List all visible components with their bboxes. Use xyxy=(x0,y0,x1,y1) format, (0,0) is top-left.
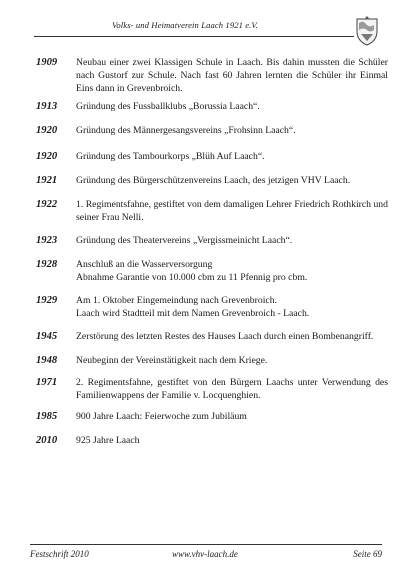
footer-page-number: Seite 69 xyxy=(353,549,382,559)
entry-text: Gründung des Theatervereins „Vergissmeinicht Laach“. xyxy=(76,235,293,246)
entry-year: 1948 xyxy=(36,355,58,366)
coat-of-arms-icon xyxy=(350,14,384,48)
page-footer xyxy=(30,540,382,570)
page-header xyxy=(30,14,390,54)
entry-text: 1. Regimentsfahne, gestiftet von dem damaligen Lehrer Friedrich Rothkirch und seiner Frau Nelli. xyxy=(76,199,388,223)
header-title: Volks- und Heimatverein Laach 1921 e.V. xyxy=(112,20,258,30)
entry-year: 1921 xyxy=(36,175,58,186)
entry-year: 1929 xyxy=(36,295,58,306)
entry-text: Neubeginn der Vereinstätigkeit nach dem Kriege. xyxy=(76,355,268,366)
entry-text: Gründung des Fussballklubs „Borussia Laach“. xyxy=(76,101,260,112)
entry-year: 1909 xyxy=(36,57,58,68)
entry-year: 1971 xyxy=(36,377,58,388)
entry-text: 2. Regimentsfahne, gestiftet von den Bürgern Laachs unter Verwendung des Familienwappens der Familie v. Locquenghien. xyxy=(76,377,388,401)
entry-text: Gründung des Tambourkorps „Blüh Auf Laach“. xyxy=(76,151,265,162)
entry-year: 1928 xyxy=(36,259,58,270)
entry-text: 925 Jahre Laach xyxy=(76,435,140,446)
entry-text: Neubau einer zwei Klassigen Schule in Laach. Bis dahin mussten die Schüler nach Gustorf zur Schule. Nach fast 60 Jahren lernten die Schüler ihr Einmal Eins dann in Grevenbroich. xyxy=(76,57,388,94)
entry-year: 1920 xyxy=(36,151,58,162)
entry-year: 1920 xyxy=(36,125,58,136)
entry-year: 1913 xyxy=(36,101,58,112)
footer-publication: Festschrift 2010 xyxy=(30,549,89,559)
entry-text: 900 Jahre Laach: Feierwoche zum Jubiläum xyxy=(76,411,247,422)
entry-text: Zerstörung des letzten Restes des Hauses Laach durch einen Bombenangriff. xyxy=(76,331,374,342)
header-rule xyxy=(34,36,354,37)
entry-year: 1945 xyxy=(36,331,58,342)
entry-year: 2010 xyxy=(36,435,58,446)
entry-text: Am 1. Oktober Eingemeindung nach Grevenbroich. Laach wird Stadtteil mit dem Namen Grevenbroich - Laach. xyxy=(76,295,310,319)
entry-year: 1923 xyxy=(36,235,58,246)
footer-rule xyxy=(30,544,382,545)
entry-year: 1985 xyxy=(36,411,58,422)
footer-website-link[interactable]: www.vhv-laach.de xyxy=(172,549,238,559)
entry-year: 1922 xyxy=(36,199,58,210)
entry-text: Anschluß an die Wasserversorgung Abnahme Garantie von 10.000 cbm zu 11 Pfennig pro cbm. xyxy=(76,259,308,283)
entry-text: Gründung des Männergesangsvereins „Frohsinn Laach“. xyxy=(76,125,296,136)
entry-text: Gründung des Bürgerschützenvereins Laach, des jetzigen VHV Laach. xyxy=(76,175,351,186)
